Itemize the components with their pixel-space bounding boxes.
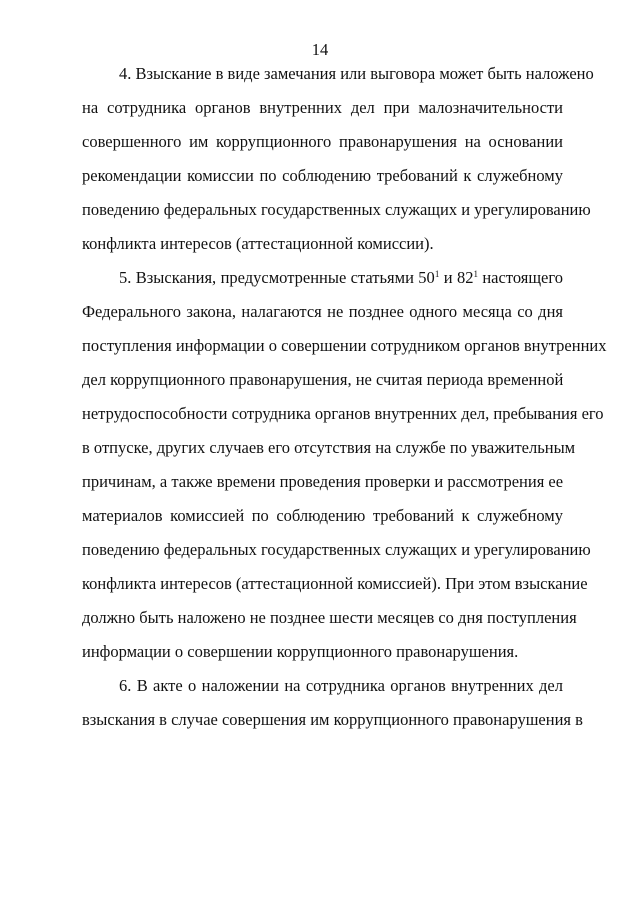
- text-line: поступления информации о совершении сотрудником органов внутренних: [82, 336, 607, 355]
- text-line: конфликта интересов (аттестационной комиссии).: [82, 234, 434, 253]
- document-body: [82, 64, 607, 744]
- text-line: нетрудоспособности сотрудника органов внутренних дел, пребывания его: [82, 404, 604, 423]
- superscript: 1: [473, 269, 478, 279]
- text-fragment: настоящего: [477, 268, 563, 287]
- page-number: 14: [311, 40, 329, 59]
- text-line: дел коррупционного правонарушения, не считая периода временной: [82, 370, 564, 389]
- text-line: 6. В акте о наложении на сотрудника органов внутренних дел: [119, 676, 563, 695]
- text-line: 4. Взыскание в виде замечания или выговора может быть наложено: [119, 64, 594, 83]
- text-line: совершенного им коррупционного правонарушения на основании: [82, 132, 563, 151]
- text-line: [82, 268, 563, 302]
- paragraph-5: [82, 268, 607, 676]
- superscript: 1: [434, 269, 440, 279]
- text-line: взыскания в случае совершения им коррупционного правонарушения в: [82, 710, 583, 729]
- text-line: в отпуске, других случаев его отсутствия на службе по уважительным: [82, 438, 576, 457]
- text-fragment: и 82: [439, 268, 474, 287]
- paragraph-6: [82, 676, 583, 744]
- text-line: поведению федеральных государственных служащих и урегулированию: [82, 540, 591, 559]
- text-line: должно быть наложено не позднее шести месяцев со дня поступления: [82, 608, 577, 627]
- text-line: материалов комиссией по соблюдению требований к служебному: [82, 506, 563, 525]
- text-line: поведению федеральных государственных служащих и урегулированию: [82, 200, 591, 219]
- text-line: конфликта интересов (аттестационной комиссией). При этом взыскание: [82, 574, 588, 593]
- text-fragment: 5. Взыскания, предусмотренные статьями 50: [119, 268, 435, 287]
- text-line: Федерального закона, налагаются не позднее одного месяца со дня: [82, 302, 563, 321]
- text-line: информации о совершении коррупционного правонарушения.: [82, 642, 519, 661]
- text-line: на сотрудника органов внутренних дел при малозначительности: [82, 98, 563, 117]
- text-line: рекомендации комиссии по соблюдению требований к служебному: [82, 166, 563, 185]
- text-line: причинам, а также времени проведения проверки и рассмотрения ее: [82, 472, 564, 491]
- paragraph-4: [82, 64, 594, 268]
